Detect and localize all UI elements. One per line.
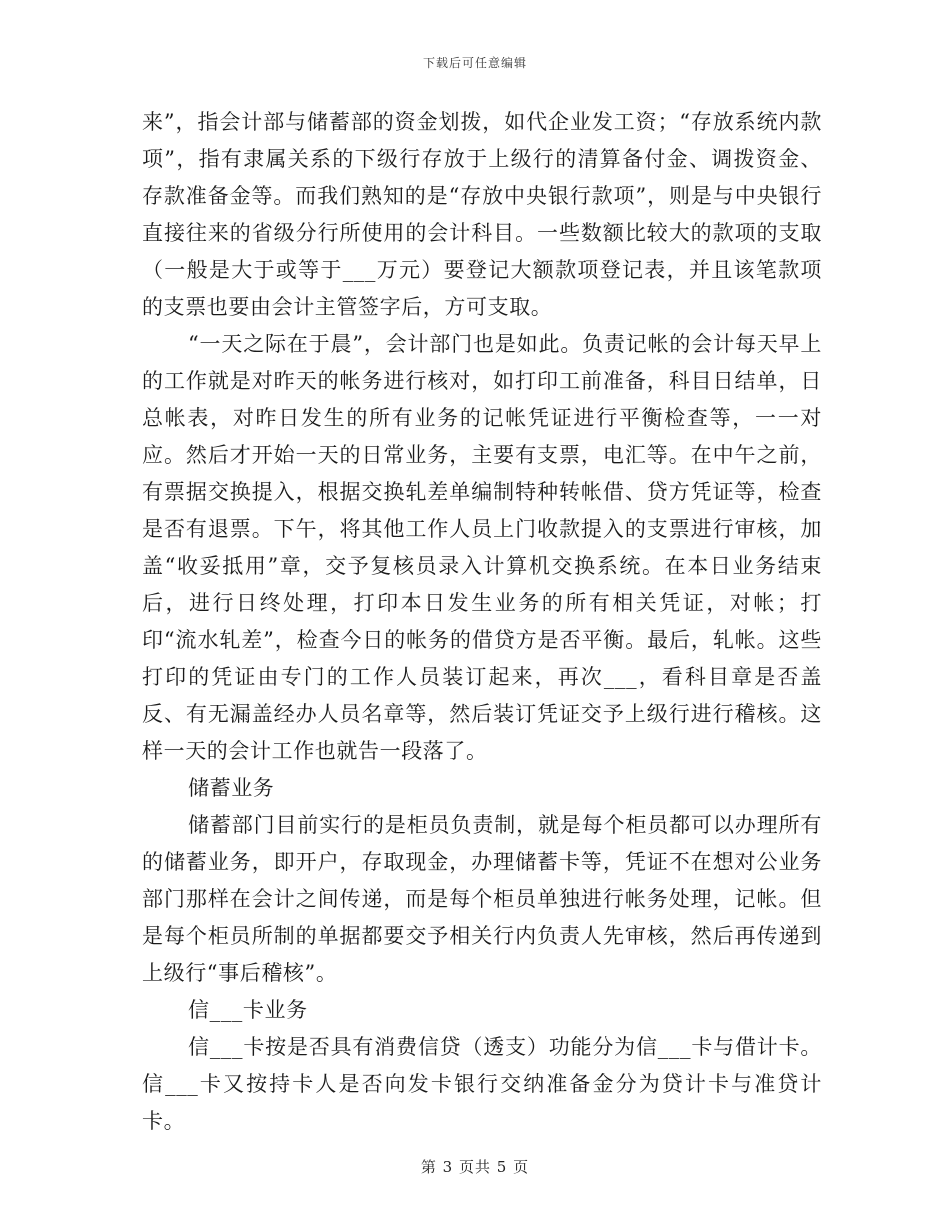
paragraph-credit-card: 信___卡按是否具有消费信贷（透支）功能分为信___卡与借计卡。信___卡又按持卡人是否向发卡银行交纳准备金分为贷计卡与准贷计卡。 xyxy=(142,1035,822,1133)
page-header: 下载后可任意编辑 xyxy=(422,56,527,70)
document-body xyxy=(142,104,822,1140)
paragraph-daily-accounting: “一天之际在于晨”，会计部门也是如此。负责记帐的会计每天早上的工作就是对昨天的帐务进行核对，如打印工前准备，科目日结单，日总帐表，对昨日发生的所有业务的记帐凭证进行平衡检查等，一一对应。然后才开始一天的日常业务，主要有支票，电汇等。在中午之前，有票据交换提入，根据交换轧差单编制特种转帐借、贷方凭证等，检查是否有退票。下午，将其他工作人员上门收款提入的支票进行审核，加盖“收妥抵用”章，交予复核员录入计算机交换系统。在本日业务结束后，进行日终处理，打印本日发生业务的所有相关凭证，对帐；打印“流水轧差”，检查今日的帐务的借贷方是否平衡。最后，轧帐。这些打印的凭证由专门的工作人员装订起来，再次___，看科目章是否盖反、有无漏盖经办人员名章等，然后装订凭证交予上级行进行稽核。这样一天的会计工作也就告一段落了。 xyxy=(142,332,822,763)
section-heading-credit-card: 信___卡业务 xyxy=(188,998,308,1022)
paragraph-savings: 储蓄部门目前实行的是柜员负责制，就是每个柜员都可以办理所有的储蓄业务，即开户，存取现金，办理储蓄卡等，凭证不在想对公业务部门那样在会计之间传递，而是每个柜员单独进行帐务处理，记帐。但是每个柜员所制的单据都要交予相关行内负责人先审核，然后再传递到上级行“事后稽核”。 xyxy=(142,813,822,985)
page-footer: 第 3 页共 5 页 xyxy=(420,1158,530,1176)
paragraph-account-transfer: 来”，指会计部与储蓄部的资金划拨，如代企业发工资；“存放系统内款项”，指有隶属关系的下级行存放于上级行的清算备付金、调拨资金、存款准备金等。而我们熟知的是“存放中央银行款项”，则是与中央银行直接往来的省级分行所使用的会计科目。一些数额比较大的款项的支取（一般是大于或等于___万元）要登记大额款项登记表，并且该笔款项的支票也要由会计主管签字后，方可支取。 xyxy=(142,110,822,319)
section-heading-savings: 储蓄业务 xyxy=(188,776,275,800)
